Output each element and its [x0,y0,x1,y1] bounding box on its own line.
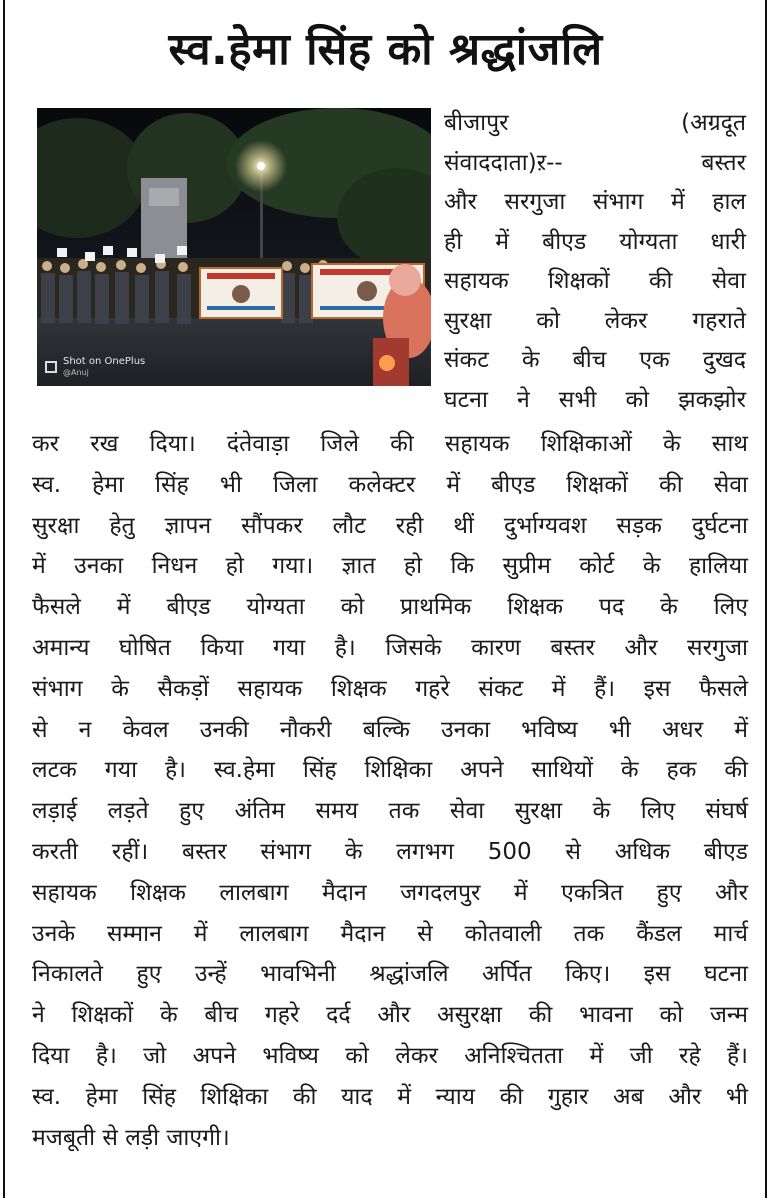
text-line: निकालते हुए उन्हें भावभिनी श्रद्धांजलि अर्पित किए। इस घटना [32,961,748,988]
text-line: संकट के बीच एक दुखद [444,347,746,373]
text-line: स्व. हेमा सिंह भी जिला कलेक्टर में बीएड शिक्षकों की सेवा [32,471,748,498]
text-line: संवाददाता)ऱ-- बस्तर [444,149,746,176]
text-line: कर रख दिया। दंतेवाड़ा जिले की सहायक शिक्षिकाओं के साथ [32,431,748,457]
side-column-text [444,104,746,420]
text-line: ने शिक्षकों के बीच गहरे दर्द और असुरक्षा की भावना को जन्म [32,1002,748,1029]
text-line: करती रहीं। बस्तर संभाग के लगभग 500 से अधिक बीएड [32,838,748,865]
photo-watermark [45,356,145,378]
article-body [32,424,748,1158]
text-line: घटना ने सभी को झकझोर [444,386,746,413]
text-line: लड़ाई लड़ते हुए अंतिम समय तक सेवा सुरक्षा के लिए संघर्ष [32,798,748,825]
text-line: ही में बीएड योग्यता धारी [444,228,746,255]
text-line: बीजापुर (अग्रदूत [444,110,746,136]
text-line: उनके सम्मान में लालबाग मैदान से कोतवाली तक कैंडल मार्च [32,920,748,947]
watermark-text: Shot on OnePlus [63,356,146,367]
text-line: सहायक शिक्षक लालबाग मैदान जगदलपुर में एकत्रित हुए और [32,879,748,906]
text-line: दिया है। जो अपने भविष्य को लेकर अनिश्चितता में जी रहे हैं। [32,1042,748,1069]
text-line: और सरगुजा संभाग में हाल [444,189,746,215]
text-line: सुरक्षा को लेकर गहराते [444,307,746,334]
text-line: संभाग के सैकड़ों सहायक शिक्षक गहरे संकट में हैं। इस फैसले [32,675,748,702]
headline: स्व.हेमा सिंह को श्रद्धांजलि [168,24,603,75]
text-line: स्व. हेमा सिंह शिक्षिका की याद में न्याय की गुहार अब और भी [32,1083,748,1110]
text-line: मजबूती से लड़ी जाएगी। [32,1124,230,1151]
watermark-sub: @Anuj [63,368,89,377]
text-line: लटक गया है। स्व.हेमा सिंह शिक्षिका अपने साथियों के हक की [32,757,748,784]
text-line: से न केवल उनकी नौकरी बल्कि उनका भविष्य भी अधर में [32,716,748,743]
text-line: में उनका निधन हो गया। ज्ञात हो कि सुप्रीम कोर्ट के हालिया [32,553,748,580]
oneplus-logo-icon [45,361,57,373]
news-photo [37,108,431,386]
text-line: अमान्य घोषित किया गया है। जिसके कारण बस्तर और सरगुजा [32,634,748,661]
text-line: सुरक्षा हेतु ज्ञापन सौंपकर लौट रही थीं दुर्भाग्यवश सड़क दुर्घटना [32,512,748,539]
text-line: सहायक शिक्षकों की सेवा [444,268,746,294]
text-line: फैसले में बीएड योग्यता को प्राथमिक शिक्षक पद के लिए [32,594,748,621]
